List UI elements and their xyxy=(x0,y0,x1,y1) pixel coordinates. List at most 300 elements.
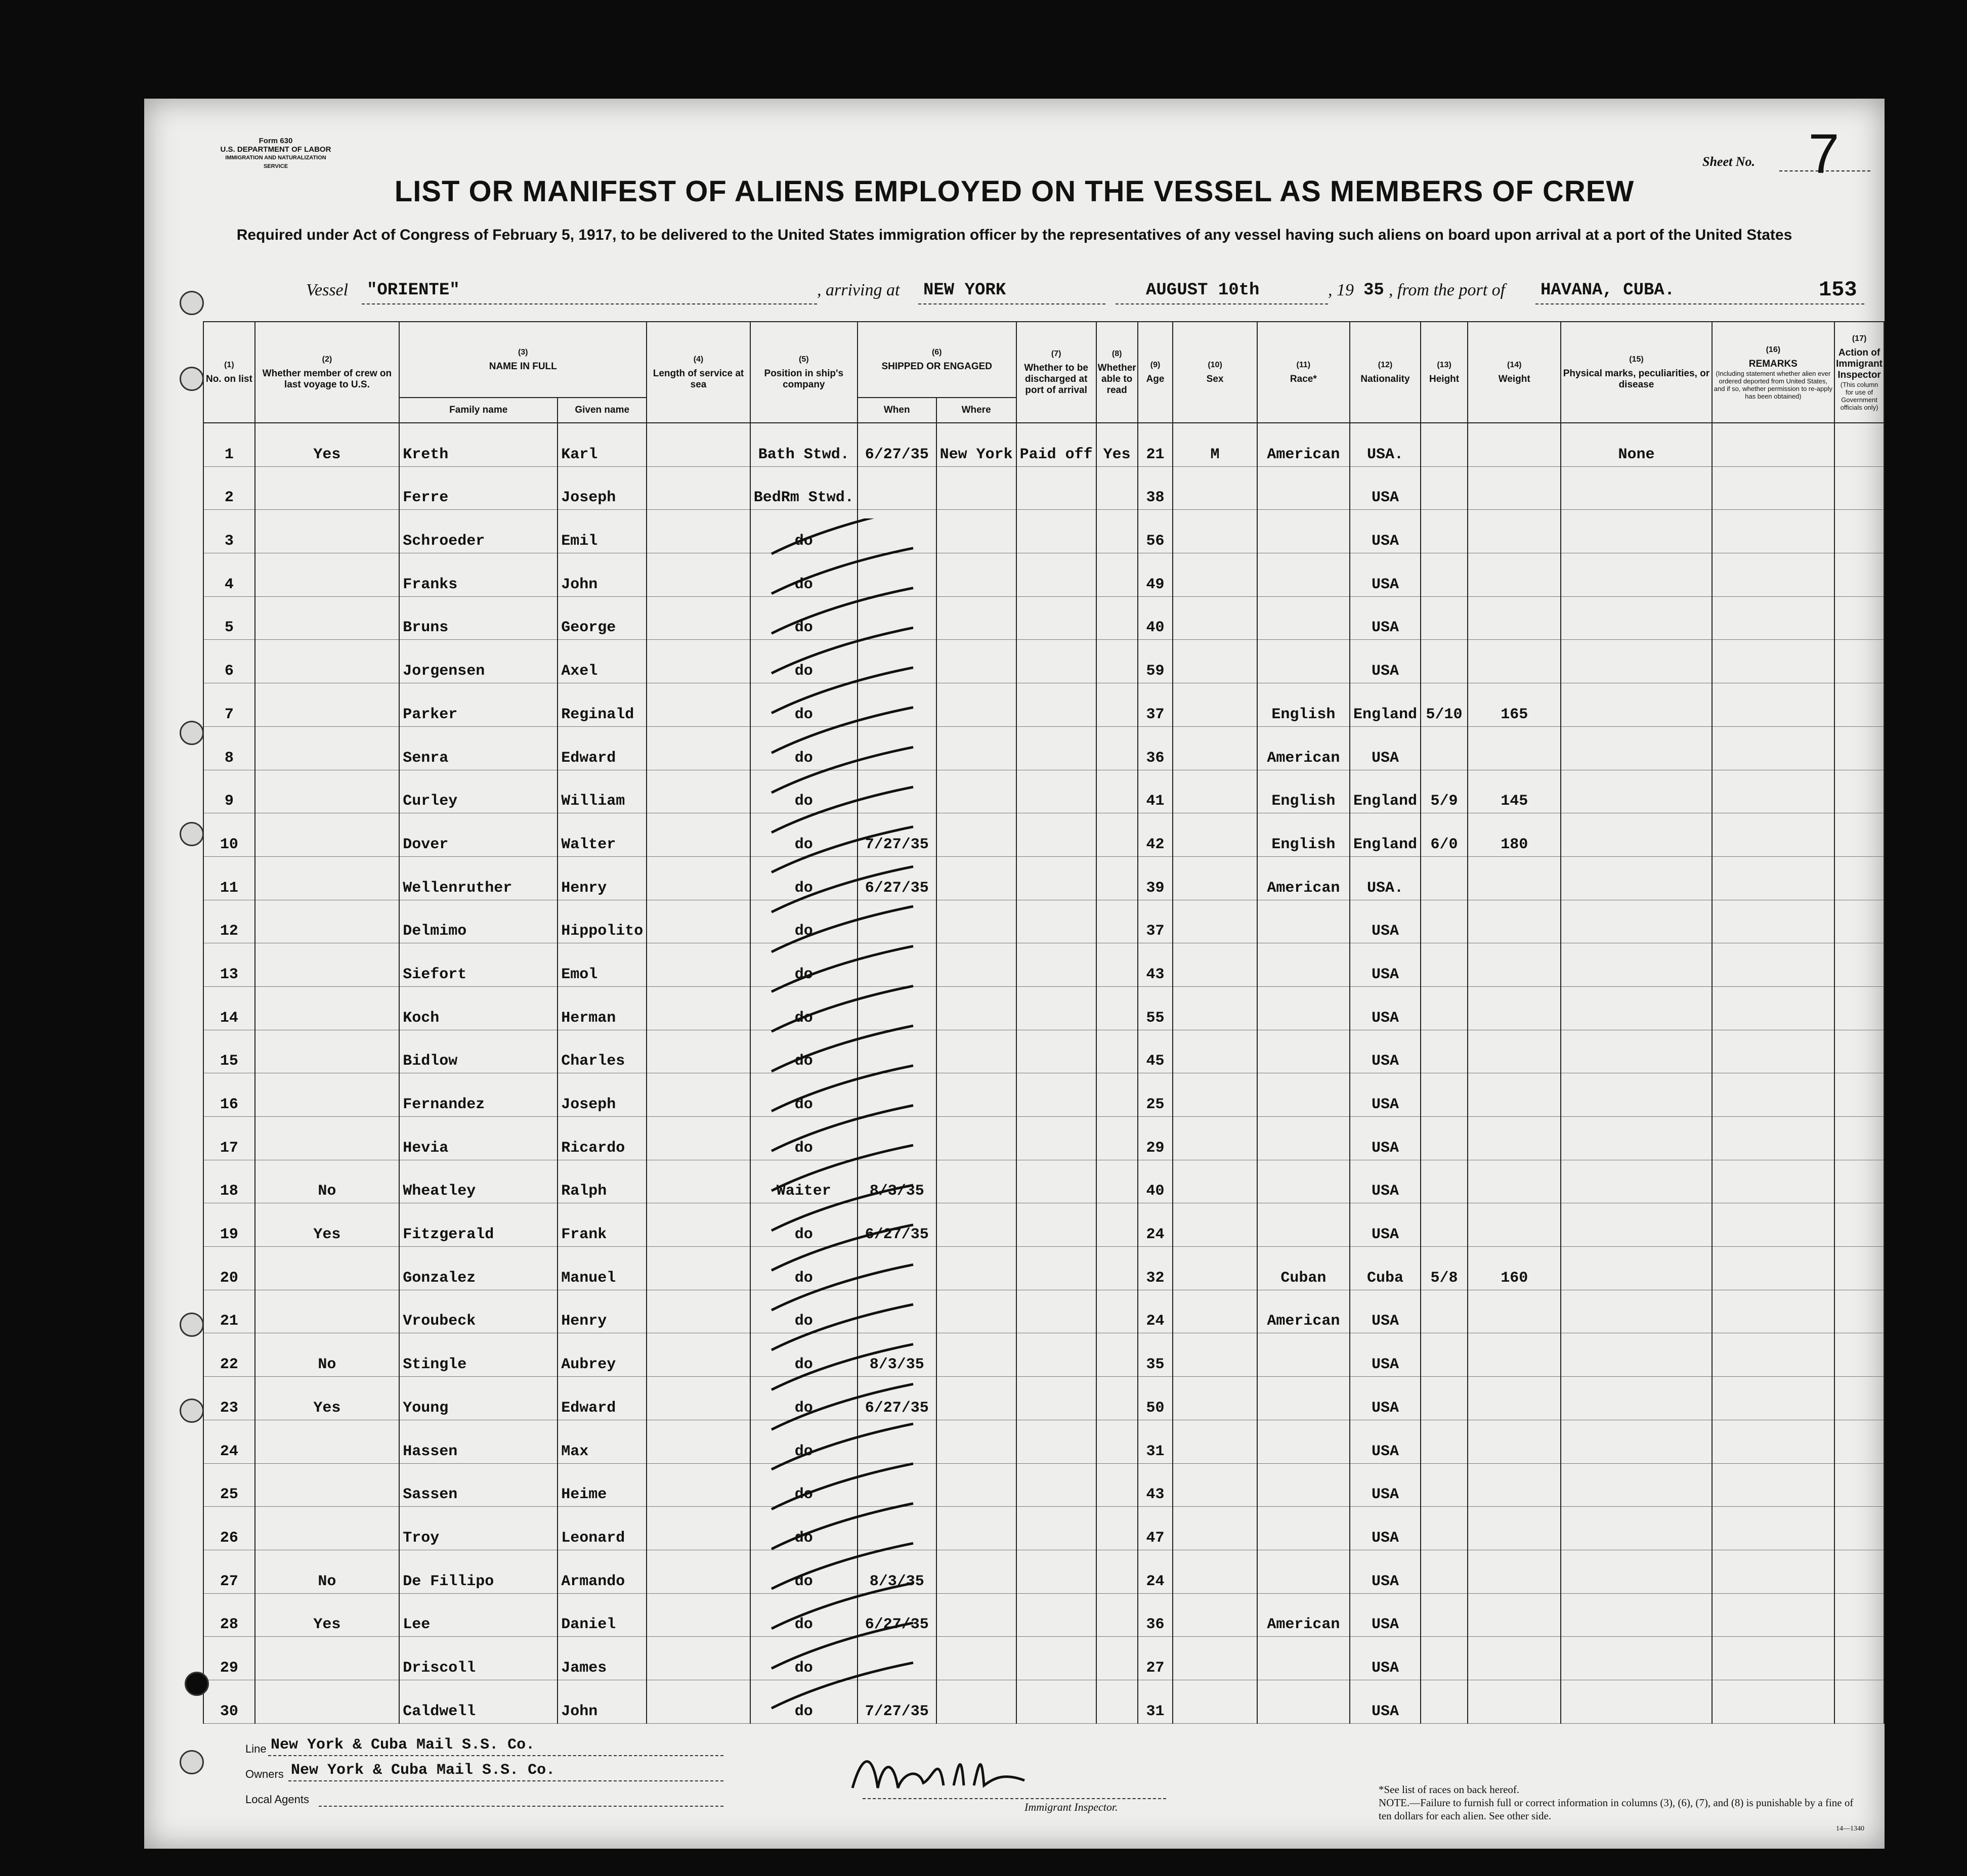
cell-marks xyxy=(1561,640,1712,683)
cell-height xyxy=(1421,1030,1468,1073)
cell-when: 6/27/35 xyxy=(858,423,936,466)
cell-weight: 165 xyxy=(1468,683,1561,727)
table-row xyxy=(144,466,1884,510)
cell-age: 24 xyxy=(1138,1290,1173,1333)
cell-where xyxy=(936,770,1016,813)
cell-given: Edward xyxy=(558,726,647,770)
cell-given: Hippolito xyxy=(558,900,647,943)
cell-empty xyxy=(1712,1507,1835,1550)
cell-no: 3 xyxy=(203,510,254,553)
page-subtitle: Required under Act of Congress of February 5, 1917, to be delivered to the United States immigration officer by the representatives of any vessel having such aliens on board upon arrival at a port of the United States xyxy=(236,227,1792,243)
cell-family: Jorgensen xyxy=(399,640,558,683)
cell-marks xyxy=(1561,726,1712,770)
cell-crew xyxy=(255,1247,400,1290)
cell-crew xyxy=(255,813,400,857)
cell-read xyxy=(1096,553,1138,597)
cell-marks xyxy=(1561,1420,1712,1463)
cell-read xyxy=(1096,900,1138,943)
service-check-marks xyxy=(761,518,923,1732)
cell-family: Lee xyxy=(399,1593,558,1637)
cell-weight xyxy=(1468,466,1561,510)
form-header xyxy=(215,137,336,171)
cell-family: Caldwell xyxy=(399,1680,558,1723)
cell-empty xyxy=(1834,466,1884,510)
cell-height xyxy=(1421,1160,1468,1203)
table-row xyxy=(144,1507,1884,1550)
cell-discharged xyxy=(1016,726,1096,770)
cell-given: Heime xyxy=(558,1463,647,1507)
service-stroke xyxy=(772,708,913,753)
cell-sex xyxy=(1173,1030,1257,1073)
cell-no: 21 xyxy=(203,1290,254,1333)
header-given-name: Given name xyxy=(558,398,647,423)
cell-weight xyxy=(1468,986,1561,1030)
cell-empty xyxy=(647,510,750,553)
cell-position: do xyxy=(750,1117,858,1160)
cell-position: do xyxy=(750,813,858,857)
cell-discharged xyxy=(1016,986,1096,1030)
service-stroke xyxy=(772,1543,913,1589)
cell-height xyxy=(1421,423,1468,466)
cell-nationality: England xyxy=(1350,770,1421,813)
row-margin xyxy=(144,943,203,987)
cell-empty xyxy=(647,1247,750,1290)
cell-age: 37 xyxy=(1138,900,1173,943)
cell-where xyxy=(936,1117,1016,1160)
cell-sex xyxy=(1173,1333,1257,1377)
cell-given: Emol xyxy=(558,943,647,987)
cell-given: Leonard xyxy=(558,1507,647,1550)
cell-marks xyxy=(1561,466,1712,510)
cell-race xyxy=(1257,1117,1350,1160)
cell-height xyxy=(1421,1593,1468,1637)
cell-discharged xyxy=(1016,1377,1096,1420)
cell-no: 29 xyxy=(203,1637,254,1680)
header-discharged: (7) Whether to be discharged at port of arrival xyxy=(1016,322,1096,423)
cell-age: 49 xyxy=(1138,553,1173,597)
cell-sex xyxy=(1173,596,1257,640)
cell-age: 50 xyxy=(1138,1377,1173,1420)
cell-empty xyxy=(647,943,750,987)
cell-discharged xyxy=(1016,1333,1096,1377)
cell-read xyxy=(1096,986,1138,1030)
cell-position: do xyxy=(750,1073,858,1117)
header-read: (8) Whether able to read xyxy=(1096,322,1138,423)
cell-read xyxy=(1096,1637,1138,1680)
cell-crew xyxy=(255,943,400,987)
cell-empty xyxy=(1712,466,1835,510)
service-stroke xyxy=(772,906,913,952)
cell-position: BedRm Stwd. xyxy=(750,466,858,510)
cell-crew xyxy=(255,510,400,553)
cell-where xyxy=(936,1550,1016,1593)
cell-marks xyxy=(1561,1117,1712,1160)
cell-crew: Yes xyxy=(255,1593,400,1637)
cell-read xyxy=(1096,1420,1138,1463)
cell-marks xyxy=(1561,1550,1712,1593)
cell-where xyxy=(936,1377,1016,1420)
cell-empty xyxy=(1834,1507,1884,1550)
cell-weight: 180 xyxy=(1468,813,1561,857)
cell-empty xyxy=(1834,856,1884,900)
cell-crew xyxy=(255,683,400,727)
cell-age: 25 xyxy=(1138,1073,1173,1117)
cell-no: 27 xyxy=(203,1550,254,1593)
row-margin xyxy=(144,466,203,510)
cell-no: 18 xyxy=(203,1160,254,1203)
row-margin xyxy=(144,1593,203,1637)
vessel-label: Vessel xyxy=(306,281,349,299)
row-margin xyxy=(144,856,203,900)
cell-weight: 145 xyxy=(1468,770,1561,813)
cell-marks xyxy=(1561,1290,1712,1333)
cell-sex xyxy=(1173,683,1257,727)
table-row xyxy=(144,423,1884,466)
service-stroke xyxy=(772,668,913,713)
table-row xyxy=(144,640,1884,683)
cell-height xyxy=(1421,1117,1468,1160)
service-name: IMMIGRATION AND NATURALIZATION SERVICE xyxy=(225,155,326,169)
cell-nationality: USA. xyxy=(1350,856,1421,900)
cell-age: 45 xyxy=(1138,1030,1173,1073)
cell-discharged xyxy=(1016,813,1096,857)
cell-nationality: USA xyxy=(1350,1507,1421,1550)
cell-empty xyxy=(647,1203,750,1247)
table-row xyxy=(144,813,1884,857)
cell-discharged xyxy=(1016,770,1096,813)
cell-weight: 160 xyxy=(1468,1247,1561,1290)
cell-crew xyxy=(255,640,400,683)
cell-empty xyxy=(1834,900,1884,943)
cell-sex xyxy=(1173,900,1257,943)
cell-no: 2 xyxy=(203,466,254,510)
cell-weight xyxy=(1468,1507,1561,1550)
cell-read xyxy=(1096,1073,1138,1117)
cell-no: 12 xyxy=(203,900,254,943)
cell-read xyxy=(1096,640,1138,683)
date-underline xyxy=(1116,303,1328,304)
cell-height xyxy=(1421,553,1468,597)
cell-age: 31 xyxy=(1138,1680,1173,1723)
cell-family: Gonzalez xyxy=(399,1247,558,1290)
cell-no: 22 xyxy=(203,1333,254,1377)
header-name: (3) NAME IN FULL xyxy=(399,322,647,398)
cell-marks xyxy=(1561,1593,1712,1637)
cell-where xyxy=(936,1290,1016,1333)
cell-height xyxy=(1421,726,1468,770)
cell-marks xyxy=(1561,553,1712,597)
cell-where xyxy=(936,900,1016,943)
cell-read xyxy=(1096,943,1138,987)
cell-crew xyxy=(255,856,400,900)
page-number: 153 xyxy=(1819,278,1857,302)
cell-family: Vroubeck xyxy=(399,1290,558,1333)
cell-empty xyxy=(1712,1247,1835,1290)
cell-sex xyxy=(1173,1203,1257,1247)
cell-race: Cuban xyxy=(1257,1247,1350,1290)
cell-family: Ferre xyxy=(399,466,558,510)
table-row xyxy=(144,1333,1884,1377)
cell-height xyxy=(1421,1463,1468,1507)
cell-height xyxy=(1421,466,1468,510)
print-code: 14—1340 xyxy=(1836,1825,1864,1833)
cell-marks xyxy=(1561,986,1712,1030)
cell-nationality: USA xyxy=(1350,1377,1421,1420)
cell-empty xyxy=(1834,1550,1884,1593)
cell-nationality: USA. xyxy=(1350,423,1421,466)
cell-given: John xyxy=(558,553,647,597)
cell-empty xyxy=(1834,1247,1884,1290)
cell-read xyxy=(1096,726,1138,770)
cell-given: Manuel xyxy=(558,1247,647,1290)
cell-empty xyxy=(1712,813,1835,857)
cell-discharged xyxy=(1016,943,1096,987)
cell-discharged xyxy=(1016,1117,1096,1160)
table-row xyxy=(144,856,1884,900)
header-crew: (2) Whether member of crew on last voyage to U.S. xyxy=(255,322,400,423)
cell-empty xyxy=(1712,640,1835,683)
service-stroke xyxy=(772,1026,913,1071)
cell-position: do xyxy=(750,986,858,1030)
cell-height xyxy=(1421,1290,1468,1333)
vessel-line xyxy=(144,278,1885,306)
cell-empty xyxy=(647,683,750,727)
table-row xyxy=(144,770,1884,813)
cell-no: 11 xyxy=(203,856,254,900)
cell-where xyxy=(936,1333,1016,1377)
service-stroke xyxy=(772,946,913,992)
cell-family: Hevia xyxy=(399,1117,558,1160)
cell-empty xyxy=(647,900,750,943)
cell-where xyxy=(936,683,1016,727)
cell-where xyxy=(936,1593,1016,1637)
cell-family: Young xyxy=(399,1377,558,1420)
service-stroke xyxy=(772,628,913,673)
cell-race xyxy=(1257,466,1350,510)
cell-where xyxy=(936,986,1016,1030)
table-row xyxy=(144,986,1884,1030)
cell-empty xyxy=(1834,813,1884,857)
header-where: Where xyxy=(936,398,1016,423)
cell-empty xyxy=(647,1463,750,1507)
cell-empty xyxy=(1712,510,1835,553)
cell-crew xyxy=(255,770,400,813)
cell-sex xyxy=(1173,1593,1257,1637)
cell-family: Koch xyxy=(399,986,558,1030)
binder-hole xyxy=(180,822,204,846)
table-row xyxy=(144,943,1884,987)
inspector-signature xyxy=(842,1742,1035,1803)
cell-nationality: Cuba xyxy=(1350,1247,1421,1290)
cell-empty xyxy=(1834,986,1884,1030)
cell-given: Ricardo xyxy=(558,1117,647,1160)
binder-hole xyxy=(180,367,204,391)
cell-no: 24 xyxy=(203,1420,254,1463)
cell-age: 27 xyxy=(1138,1637,1173,1680)
cell-crew xyxy=(255,900,400,943)
local-agents-label: Local Agents xyxy=(245,1793,309,1806)
cell-age: 31 xyxy=(1138,1420,1173,1463)
cell-when: 7/27/35 xyxy=(858,813,936,857)
cell-age: 43 xyxy=(1138,1463,1173,1507)
cell-where xyxy=(936,1203,1016,1247)
cell-family: Senra xyxy=(399,726,558,770)
cell-crew: No xyxy=(255,1550,400,1593)
cell-where xyxy=(936,510,1016,553)
cell-nationality: USA xyxy=(1350,1463,1421,1507)
cell-read xyxy=(1096,813,1138,857)
header-race: (11) Race* xyxy=(1257,322,1350,423)
table-row xyxy=(144,726,1884,770)
cell-family: Bruns xyxy=(399,596,558,640)
table-row xyxy=(144,1160,1884,1203)
cell-family: Siefort xyxy=(399,943,558,987)
cell-sex xyxy=(1173,1247,1257,1290)
cell-age: 24 xyxy=(1138,1203,1173,1247)
cell-marks xyxy=(1561,1160,1712,1203)
cell-age: 39 xyxy=(1138,856,1173,900)
cell-marks xyxy=(1561,943,1712,987)
cell-where xyxy=(936,856,1016,900)
service-stroke xyxy=(772,827,913,872)
sheet-number-label: Sheet No. xyxy=(1702,154,1755,169)
cell-empty xyxy=(1712,423,1835,466)
service-stroke xyxy=(772,588,913,633)
cell-discharged xyxy=(1016,1203,1096,1247)
cell-race: American xyxy=(1257,1593,1350,1637)
cell-empty xyxy=(647,640,750,683)
arriving-underline xyxy=(918,303,1105,304)
cell-position: do xyxy=(750,1290,858,1333)
cell-position: Waiter xyxy=(750,1160,858,1203)
cell-sex xyxy=(1173,466,1257,510)
cell-crew xyxy=(255,726,400,770)
cell-age: 36 xyxy=(1138,726,1173,770)
cell-height: 5/10 xyxy=(1421,683,1468,727)
header-no: (1) No. on list xyxy=(203,322,254,423)
cell-read xyxy=(1096,770,1138,813)
table-row xyxy=(144,1593,1884,1637)
cell-age: 37 xyxy=(1138,683,1173,727)
header-sex: (10) Sex xyxy=(1173,322,1257,423)
cell-discharged xyxy=(1016,1637,1096,1680)
service-stroke xyxy=(772,986,913,1031)
header-when: When xyxy=(858,398,936,423)
agents-underline xyxy=(319,1806,723,1807)
cell-marks: None xyxy=(1561,423,1712,466)
cell-read xyxy=(1096,1247,1138,1290)
cell-given: Max xyxy=(558,1420,647,1463)
service-stroke xyxy=(772,747,913,793)
cell-position: do xyxy=(750,856,858,900)
cell-read xyxy=(1096,510,1138,553)
cell-empty xyxy=(647,1507,750,1550)
cell-empty xyxy=(1834,1160,1884,1203)
cell-empty xyxy=(1712,986,1835,1030)
vessel-underline xyxy=(362,303,817,304)
table-row xyxy=(144,1030,1884,1073)
service-stroke xyxy=(772,1663,913,1708)
cell-race xyxy=(1257,1550,1350,1593)
inspector-label: Immigrant Inspector. xyxy=(1024,1801,1118,1813)
cell-position: do xyxy=(750,1593,858,1637)
cell-race xyxy=(1257,510,1350,553)
header-action: (17) Action of Immigrant Inspector (This column for use of Government officials only) xyxy=(1834,322,1884,423)
from-underline xyxy=(1535,303,1864,304)
cell-position: do xyxy=(750,770,858,813)
cell-age: 29 xyxy=(1138,1117,1173,1160)
cell-family: Schroeder xyxy=(399,510,558,553)
cell-height xyxy=(1421,596,1468,640)
cell-read xyxy=(1096,1377,1138,1420)
cell-given: George xyxy=(558,596,647,640)
cell-empty xyxy=(647,596,750,640)
cell-when: 6/27/35 xyxy=(858,1203,936,1247)
cell-empty xyxy=(1834,1377,1884,1420)
row-margin xyxy=(144,683,203,727)
cell-empty xyxy=(1834,1333,1884,1377)
cell-marks xyxy=(1561,1637,1712,1680)
cell-race xyxy=(1257,1420,1350,1463)
cell-race: English xyxy=(1257,770,1350,813)
arriving-port: NEW YORK xyxy=(923,281,1006,300)
cell-nationality: USA xyxy=(1350,943,1421,987)
inspector-underline xyxy=(863,1798,1166,1799)
cell-empty xyxy=(1712,1290,1835,1333)
cell-empty xyxy=(1712,1073,1835,1117)
cell-read xyxy=(1096,1507,1138,1550)
cell-discharged xyxy=(1016,1247,1096,1290)
cell-empty xyxy=(647,1117,750,1160)
owners-underline xyxy=(288,1780,723,1781)
cell-empty xyxy=(1712,1030,1835,1073)
cell-weight xyxy=(1468,423,1561,466)
cell-height: 6/0 xyxy=(1421,813,1468,857)
cell-position: do xyxy=(750,1420,858,1463)
cell-family: Franks xyxy=(399,553,558,597)
arriving-label: , arriving at xyxy=(817,281,900,299)
cell-discharged xyxy=(1016,1593,1096,1637)
cell-crew xyxy=(255,1073,400,1117)
cell-where xyxy=(936,1073,1016,1117)
cell-read xyxy=(1096,683,1138,727)
cell-marks xyxy=(1561,1333,1712,1377)
cell-crew: Yes xyxy=(255,1203,400,1247)
cell-weight xyxy=(1468,1550,1561,1593)
cell-age: 35 xyxy=(1138,1333,1173,1377)
cell-weight xyxy=(1468,1073,1561,1117)
cell-race xyxy=(1257,1377,1350,1420)
cell-nationality: USA xyxy=(1350,510,1421,553)
cell-age: 36 xyxy=(1138,1593,1173,1637)
cell-sex xyxy=(1173,1637,1257,1680)
cell-empty xyxy=(647,813,750,857)
service-stroke xyxy=(772,866,913,912)
cell-nationality: England xyxy=(1350,683,1421,727)
cell-age: 40 xyxy=(1138,596,1173,640)
table-row xyxy=(144,1247,1884,1290)
cell-crew: Yes xyxy=(255,1377,400,1420)
cell-given: William xyxy=(558,770,647,813)
cell-marks xyxy=(1561,1507,1712,1550)
cell-no: 10 xyxy=(203,813,254,857)
cell-position: Bath Stwd. xyxy=(750,423,858,466)
cell-given: Henry xyxy=(558,1290,647,1333)
cell-discharged xyxy=(1016,510,1096,553)
cell-height xyxy=(1421,1420,1468,1463)
cell-position: do xyxy=(750,1463,858,1507)
from-label: , from the port of xyxy=(1389,281,1506,299)
